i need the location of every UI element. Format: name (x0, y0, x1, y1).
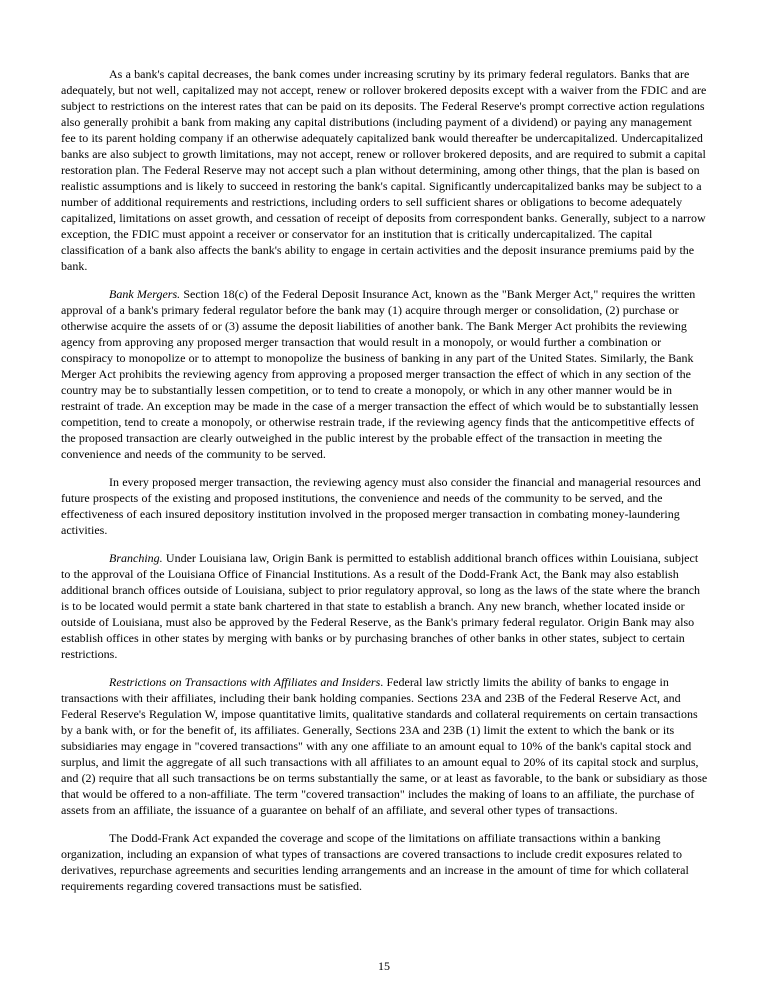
paragraph-text: Under Louisiana law, Origin Bank is permitted to establish additional branch offices within Louisiana, subject to the approval of the Louisiana Office of Financial Institutions. As a result of the Dodd-Frank Act, the Bank may also establish additional branch offices outside of Louisiana, subject to prior regulatory approval, so long as the laws of the state where the branch is to be located would permit a state bank chartered in that state to establish a branch. Any new branch, whether located inside or outside of Louisiana, must also be approved by the Federal Reserve, as the Bank's primary federal regulator. Origin Bank may also establish offices in other states by merging with banks or by purchasing branches of other banks in other states, subject to certain restrictions. (61, 551, 700, 661)
document-body (61, 66, 709, 906)
paragraph-lead: Restrictions on Transactions with Affiliates and Insiders (109, 675, 381, 689)
paragraph-capital-scrutiny (61, 66, 709, 274)
paragraph-text: Section 18(c) of the Federal Deposit Insurance Act, known as the "Bank Merger Act," requires the written approval of a bank's primary federal regulator before the bank may (1) acquire through merger or consolidation, (2) purchase or otherwise acquire the assets of or (3) assume the deposit liabilities of another bank. The Bank Merger Act prohibits the reviewing agency from approving any proposed merger transaction that would result in a monopoly, or would further a combination or conspiracy to monopolize or to attempt to monopolize the business of banking in any part of the United States. Similarly, the Bank Merger Act prohibits the reviewing agency from approving a proposed merger transaction the effect of which in any section of the country may be to substantially lessen competition, or to tend to create a monopoly, or which in any other manner would be in restraint of trade. An exception may be made in the case of a merger transaction the effect of which would be to substantially lessen competition, tend to create a monopoly, or otherwise restrain trade, if the reviewing agency finds that the anticompetitive effects of the proposed transaction are clearly outweighed in the public interest by the probable effect of the transaction in meeting the convenience and needs of the community to be served. (61, 287, 699, 461)
paragraph-dodd-frank (61, 830, 709, 894)
paragraph-text: As a bank's capital decreases, the bank comes under increasing scrutiny by its primary federal regulators. Banks that are adequately, but not well, capitalized may not accept, renew or rollover brokered deposits except with a waiver from the FDIC and are subject to restrictions on the interest rates that can be paid on its deposits. The Federal Reserve's prompt corrective action regulations also generally prohibit a bank from making any capital distributions (including payment of a dividend) or paying any management fee to its parent holding company if an otherwise adequately capitalized bank would thereafter be undercapitalized. Undercapitalized banks are also subject to growth limitations, may not accept, renew or rollover brokered deposits, and are required to submit a capital restoration plan. The Federal Reserve may not accept such a plan without determining, among other things, that the plan is based on realistic assumptions and is likely to succeed in restoring the bank's capital. Significantly undercapitalized banks may be subject to a number of additional requirements and restrictions, including orders to sell sufficient shares or obligations to become adequately capitalized, limitations on asset growth, and cessation of receipt of deposits from correspondent banks. Generally, subject to a narrow exception, the FDIC must appoint a receiver or conservator for an institution that is critically undercapitalized. The capital classification of a bank also affects the bank's ability to engage in certain activities and the deposit insurance premiums paid by the bank. (61, 67, 707, 273)
paragraph-text: . Federal law strictly limits the ability of banks to engage in transactions with their affiliates, including their bank holding companies. Sections 23A and 23B of the Federal Reserve Act, and Federal Reserve's Regulation W, impose quantitative limits, qualitative standards and collateral requirements on certain transactions by a bank with, or for the benefit of, its affiliates. Generally, Sections 23A and 23B (1) limit the extent to which the bank or its subsidiaries may engage in "covered transactions" with any one affiliate to an amount equal to 10% of the bank's capital stock and surplus, and limit the aggregate of all such transactions with all affiliates to an amount equal to 20% of its capital stock and surplus, and (2) require that all such transactions be on terms substantially the same, or at least as favorable, to the bank or subsidiary as those that would be offered to a non-affiliate. The term "covered transaction" includes the making of loans to an affiliate, the purchase of assets from an affiliate, the issuance of a guarantee on behalf of an affiliate, and several other types of transactions. (61, 675, 708, 817)
paragraph-lead: Branching. (109, 551, 163, 565)
paragraph-text: The Dodd-Frank Act expanded the coverage and scope of the limitations on affiliate transactions within a banking organization, including an expansion of what types of transactions are covered transactions to include credit exposures related to derivatives, repurchase agreements and securities lending arrangements and an increase in the amount of time for which collateral requirements regarding covered transactions must be satisfied. (61, 831, 689, 893)
paragraph-merger-review (61, 474, 709, 538)
paragraph-affiliate-restrictions (61, 674, 709, 818)
paragraph-text: In every proposed merger transaction, the reviewing agency must also consider the financial and managerial resources and future prospects of the existing and proposed institutions, the convenience and needs of the community to be served, and the effectiveness of each insured depository institution involved in the proposed merger transaction in combating money-laundering activities. (61, 475, 701, 537)
paragraph-bank-mergers (61, 286, 709, 462)
paragraph-branching (61, 550, 709, 662)
page-number: 15 (378, 959, 390, 973)
paragraph-lead: Bank Mergers. (109, 287, 181, 301)
